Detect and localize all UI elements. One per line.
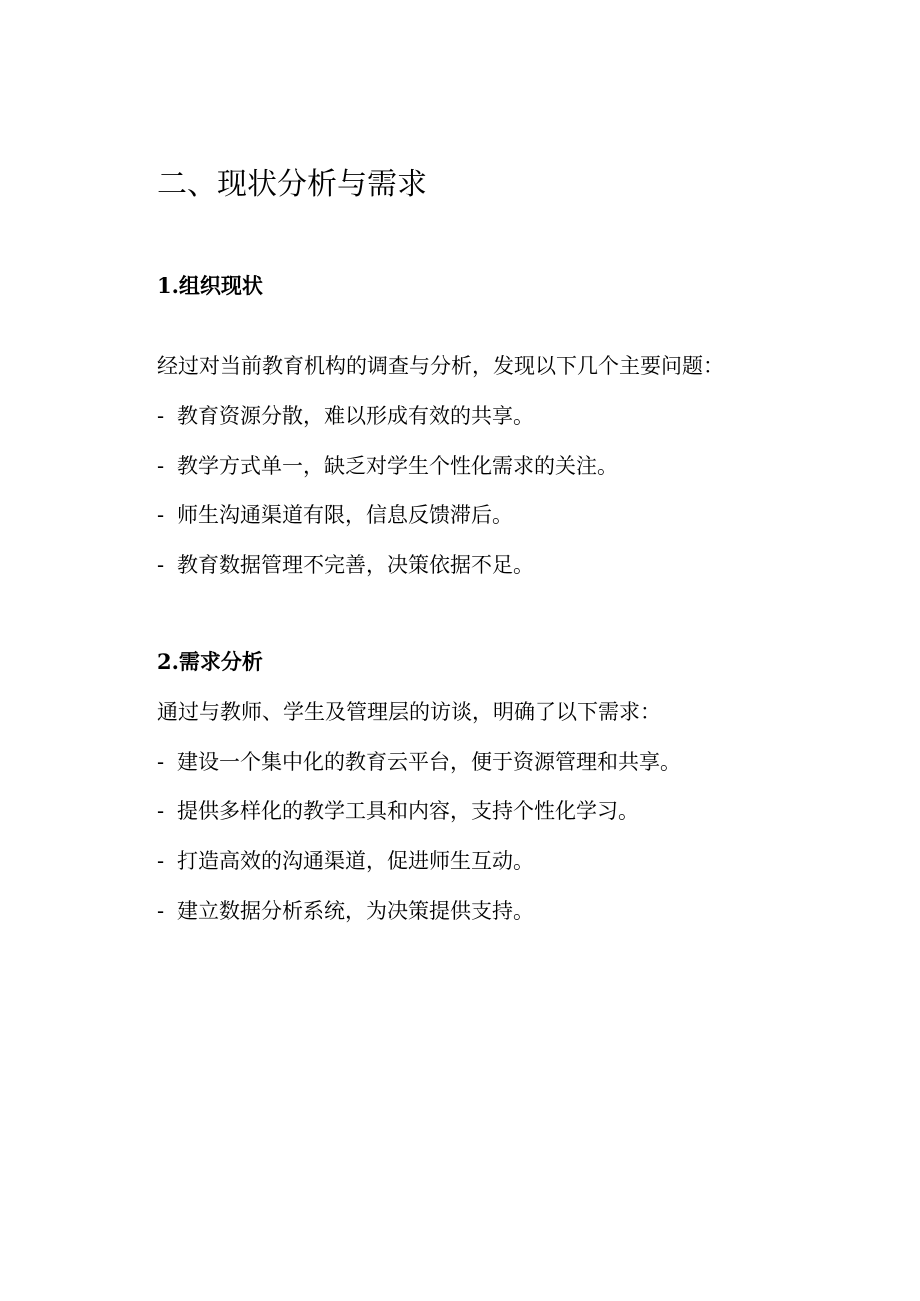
bullet-dash: - — [157, 404, 165, 428]
bullet-dash: - — [157, 899, 165, 923]
bullet-dash: - — [157, 799, 165, 823]
bullet-dash: - — [157, 849, 165, 873]
needs-item-text: 提供多样化的教学工具和内容，支持个性化学习。 — [177, 799, 639, 823]
org-status-item-text: 教育数据管理不完善，决策依据不足。 — [177, 553, 534, 577]
needs-item — [157, 796, 639, 826]
needs-item — [157, 747, 681, 777]
needs-intro: 通过与教师、学生及管理层的访谈，明确了以下需求： — [157, 700, 661, 724]
bullet-dash: - — [157, 553, 165, 577]
bullet-dash: - — [157, 503, 165, 527]
org-status-item — [157, 451, 618, 481]
needs-item-text: 打造高效的沟通渠道，促进师生互动。 — [177, 849, 534, 873]
section-title: 二、现状分析与需求 — [157, 167, 427, 202]
org-status-item — [157, 550, 534, 580]
bullet-dash: - — [157, 454, 165, 478]
needs-item — [157, 896, 534, 926]
org-status-intro: 经过对当前教育机构的调查与分析，发现以下几个主要问题： — [157, 354, 724, 378]
org-status-item-text: 师生沟通渠道有限，信息反馈滞后。 — [177, 503, 513, 527]
needs-heading: 2.需求分析 — [157, 649, 263, 674]
needs-item — [157, 846, 534, 876]
org-status-item-text: 教育资源分散，难以形成有效的共享。 — [177, 404, 534, 428]
org-status-item — [157, 500, 513, 530]
org-status-heading: 1.组织现状 — [157, 273, 263, 298]
needs-item-text: 建设一个集中化的教育云平台，便于资源管理和共享。 — [177, 750, 681, 774]
bullet-dash: - — [157, 750, 165, 774]
org-status-item — [157, 401, 534, 431]
org-status-item-text: 教学方式单一，缺乏对学生个性化需求的关注。 — [177, 454, 618, 478]
needs-item-text: 建立数据分析系统，为决策提供支持。 — [177, 899, 534, 923]
